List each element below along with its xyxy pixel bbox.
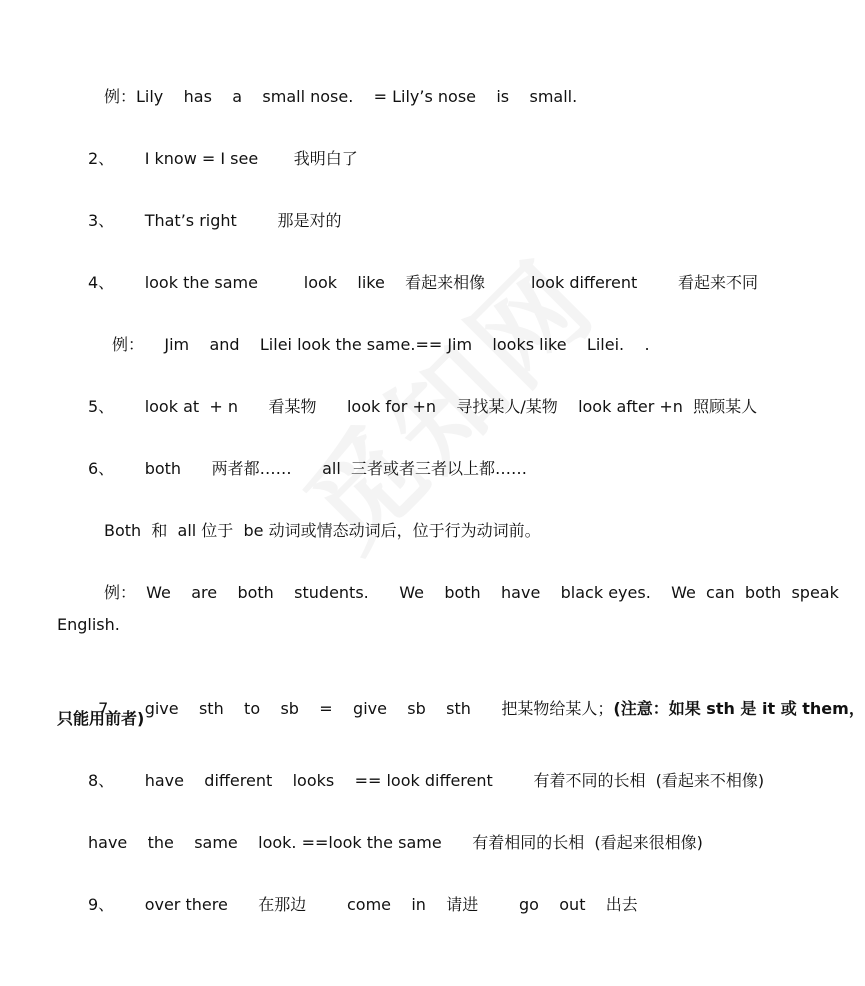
- item-3-line: 3、 That’s right 那是对的: [88, 211, 342, 230]
- item-6-line: 6、 both 两者都…… all 三者或者三者以上都……: [88, 459, 527, 478]
- item-2-line: 2、 I know = I see 我明白了: [88, 149, 358, 168]
- same-look-line: have the same look. ==look the same 有着相同的长相 (看起来很相像): [88, 833, 703, 852]
- item-4-line: 4、 look the same look like 看起来相像 look different 看起来不同: [88, 273, 758, 292]
- item-7-note-continuation: 只能用前者): [57, 709, 145, 728]
- example-students-line: 例： We are both students. We both have black eyes. We can both speak: [104, 583, 839, 602]
- item-7-text: 7、 give sth to sb = give sb sth 把某物给某人；: [98, 699, 614, 718]
- item-7-note: (注意：如果 sth 是 it 或 them，: [613, 699, 865, 718]
- item-7-line: [88, 676, 865, 718]
- item-8-line: 8、 have different looks == look different 有着不同的长相 (看起来不相像): [88, 771, 765, 790]
- both-all-rule-line: Both 和 all 位于 be 动词或情态动词后，位于行为动词前。: [104, 521, 541, 540]
- example-jim-line: 例： Jim and Lilei look the same.== Jim looks like Lilei. .: [112, 335, 650, 354]
- example-students-continuation: English.: [57, 615, 120, 634]
- item-9-line: 9、 over there 在那边 come in 请进 go out 出去: [88, 895, 638, 914]
- example-lily-line: 例：Lily has a small nose. = Lily’s nose is small.: [104, 87, 578, 106]
- item-5-line: 5、 look at + n 看某物 look for +n 寻找某人/某物 look after +n 照顾某人: [88, 397, 758, 416]
